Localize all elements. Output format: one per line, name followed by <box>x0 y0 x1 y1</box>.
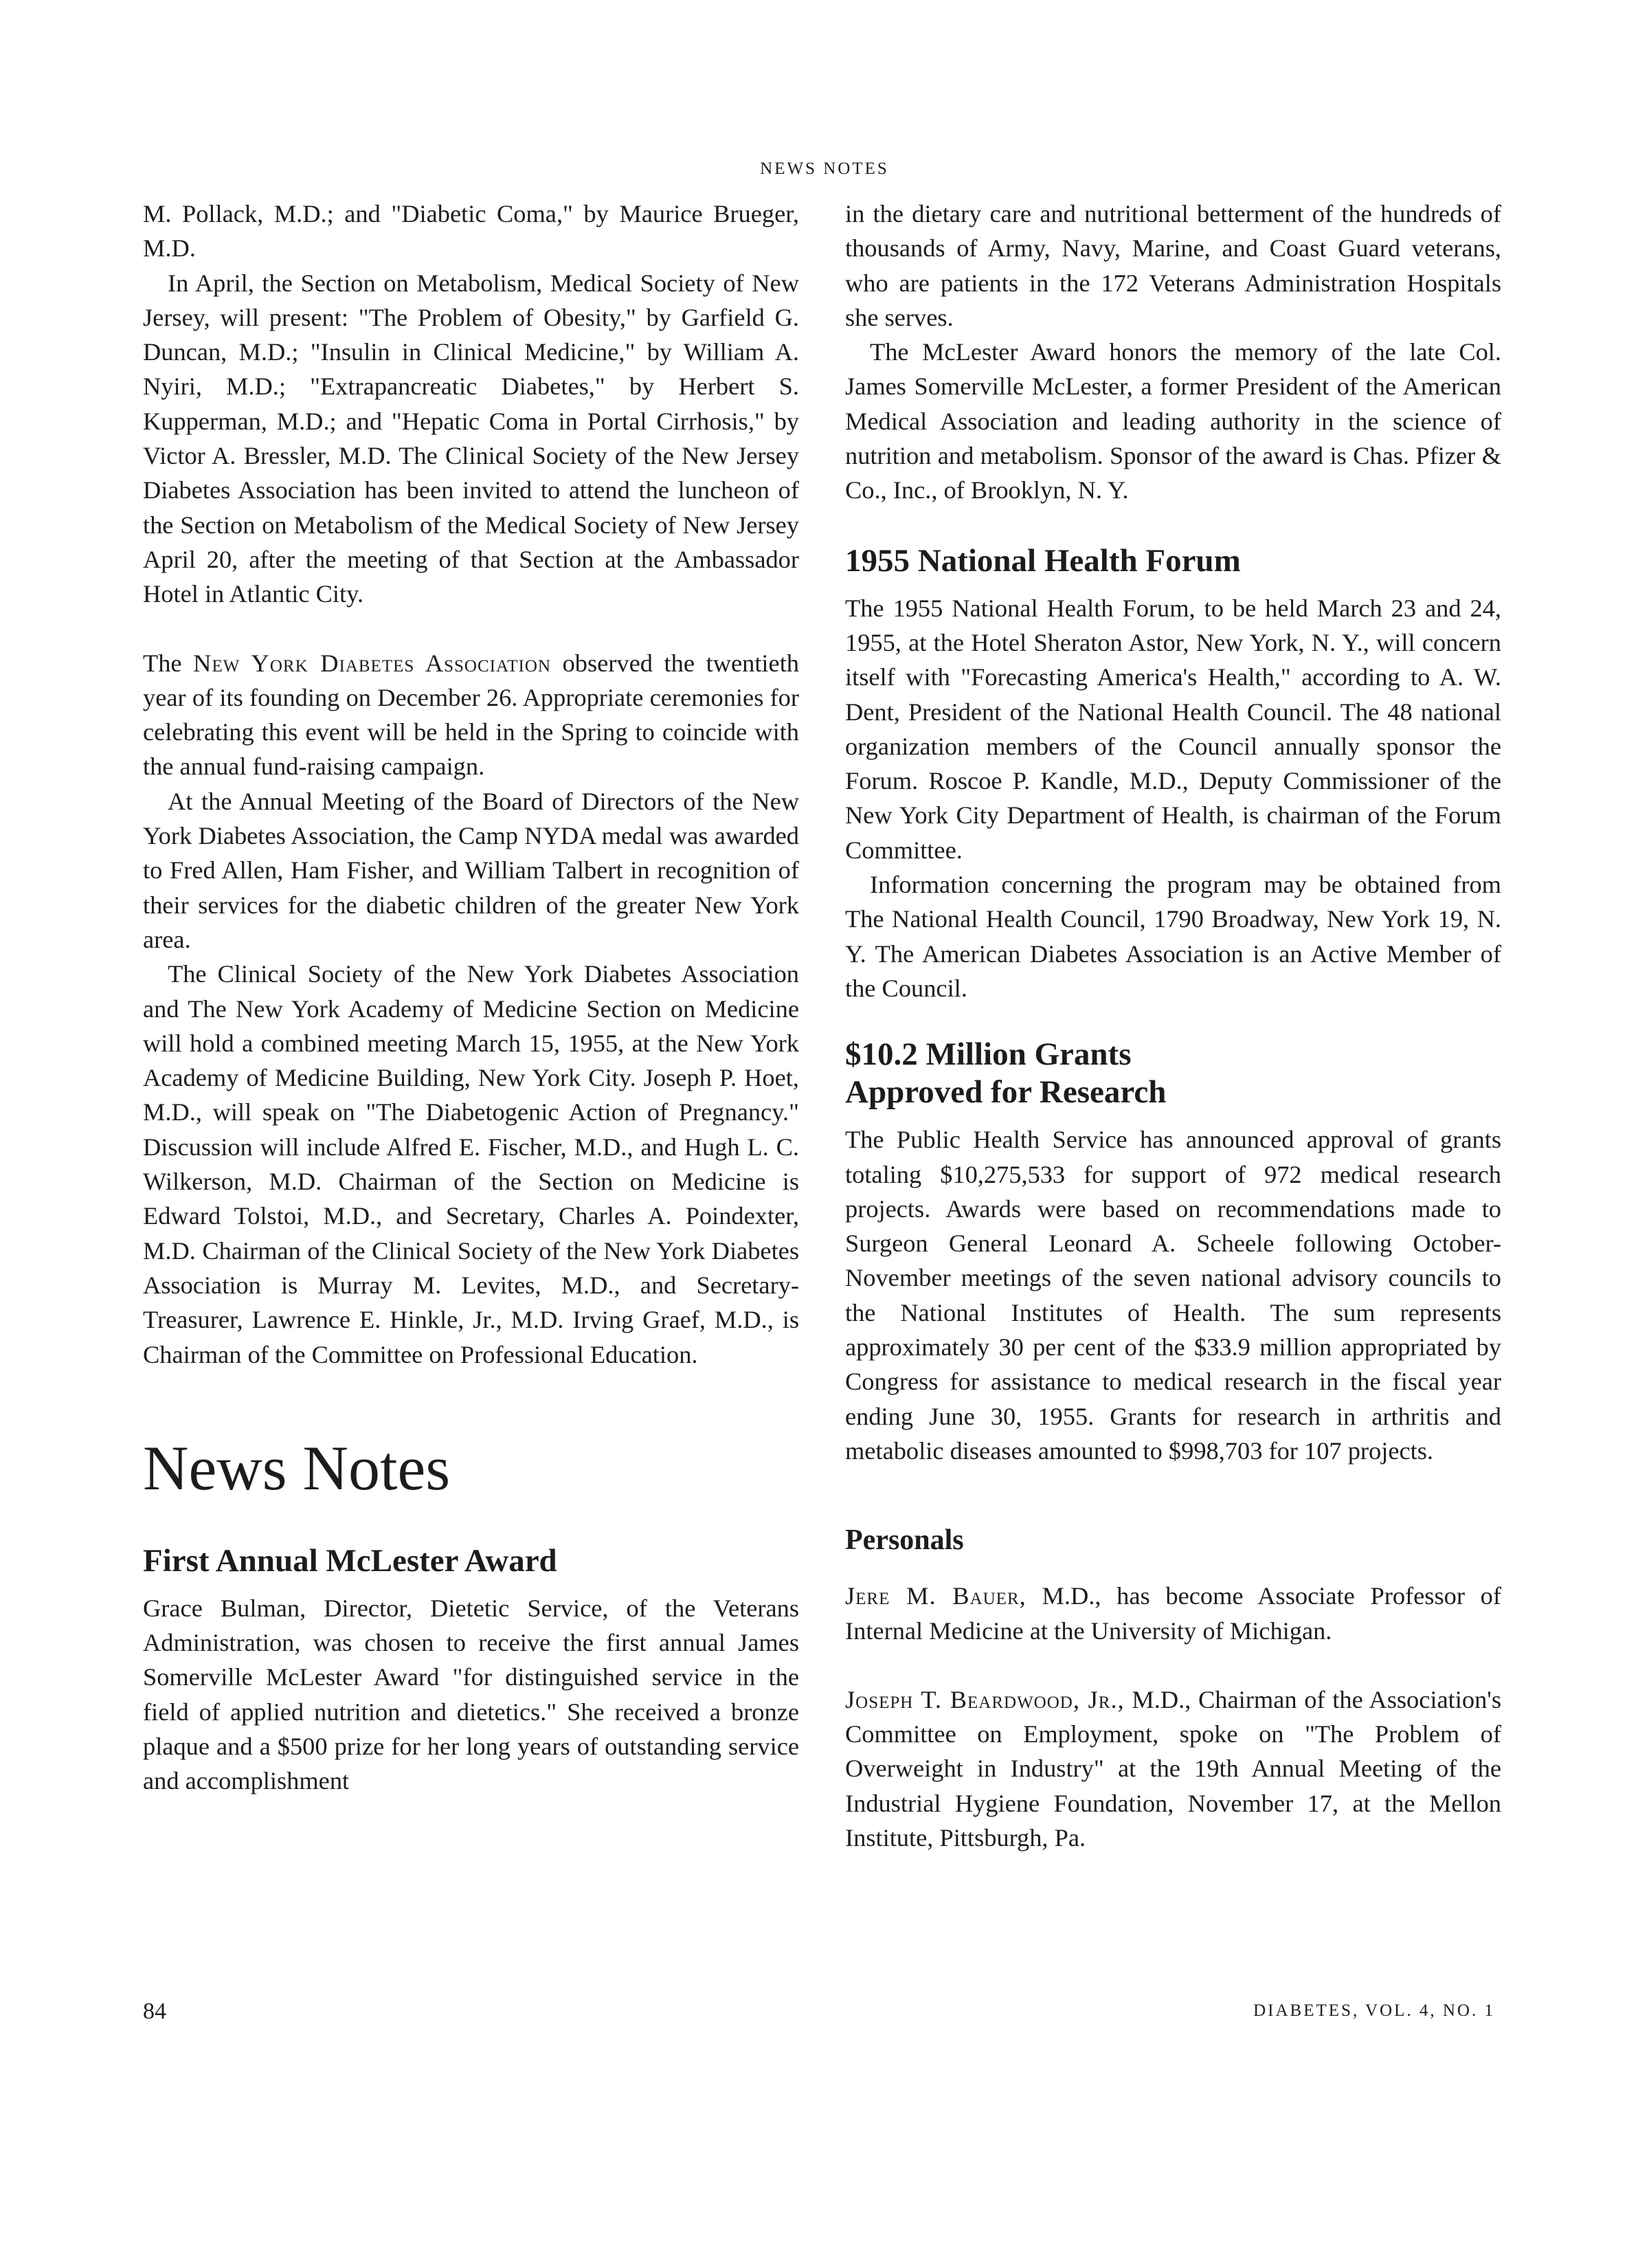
paragraph: Grace Bulman, Director, Dietetic Service, of the Veterans Administration, was chosen to receive the first annual James Somerville McLester Award "for distinguished service in the field of applied nutrition and dietetics." She received a bronze plaque and a $500 prize for her long years of outstanding service and accomplishment <box>143 1594 799 1795</box>
section-title-news-notes: News Notes <box>143 1432 451 1503</box>
paragraph: At the Annual Meeting of the Board of Directors of the New York Diabetes Association, the Camp NYDA medal was awarded to Fred Allen, Ham Fisher, and William Talbert in recognition of their services for the diabetic children of the greater New York area. <box>143 787 799 953</box>
paragraph: The New York Diabetes Association observed the twentieth year of its founding on December 26. Appropriate ceremonies for celebrating this event will be held in the Spring to coincide with the annual fund-raising campaign. <box>143 649 799 781</box>
person-name: Jere M. Bauer, <box>845 1582 1027 1610</box>
right-column <box>845 197 1501 1855</box>
person-name: Joseph T. Beardwood, Jr., <box>845 1685 1125 1713</box>
paragraph: in the dietary care and nutritional betterment of the hundreds of thousands of Army, Navy, Marine, and Coast Guard veterans, who are patients in the 172 Veterans Administration Hospitals she serves. <box>845 200 1501 331</box>
organization-name: New York Diabetes Association <box>193 649 551 677</box>
personal-item: Joseph T. Beardwood, Jr., M.D., Chairman of the Association's Committee on Employment, spoke on "The Problem of Overweight in Industry" at the 19th Annual Meeting of the Industrial Hygiene Foundation, November 17, at the Mellon Institute, Pittsburgh, Pa. <box>845 1685 1501 1852</box>
paragraph: The 1955 National Health Forum, to be held March 23 and 24, 1955, at the Hotel Sheraton Astor, New York, N. Y., will concern itself with "Forecasting America's Health," according to A. W. Dent, President of the National Health Council. The 48 national organization members of the Council annually sponsor the Forum. Roscoe P. Kandle, M.D., Deputy Commissioner of the New York City Department of Health, is chairman of the Forum Committee. <box>845 594 1501 864</box>
paragraph: The McLester Award honors the memory of the late Col. James Somerville McLester, a former President of the American Medical Association and leading authority in the science of nutrition and metabolism. Sponsor of the award is Chas. Pfizer & Co., Inc., of Brooklyn, N. Y. <box>845 338 1501 504</box>
paragraph: The Public Health Service has announced approval of grants totaling $10,275,533 for support of 972 medical research projects. Awards were based on recommendations made to Surgeon General Leonard A. Scheele following October-November meetings of the seven national advisory councils to the National Institutes of Health. The sum represents approximately 30 per cent of the $33.9 million appropriated by Congress for assistance to medical research in the fiscal year ending June 30, 1955. Grants for research in arthritis and metabolic diseases amounted to $998,703 for 107 projects. <box>845 1126 1501 1465</box>
running-head: NEWS NOTES <box>760 159 889 178</box>
heading-research-grants: $10.2 Million Grants Approved for Research <box>845 1036 1167 1111</box>
paragraph: The Clinical Society of the New York Diabetes Association and The New York Academy of Medicine Section on Medicine will hold a combined meeting March 15, 1955, at the New York Academy of Medicine Building, New York City. Joseph P. Hoet, M.D., will speak on "The Diabetogenic Action of Pregnancy." Discussion will include Alfred E. Fischer, M.D., and Hugh L. C. Wilkerson, M.D. Chairman of the Section on Medicine is Edward Tolstoi, M.D., and Secretary, Charles A. Poindexter, M.D. Chairman of the Clinical Society of the New York Diabetes Association is Murray M. Levites, M.D., and Secretary-Treasurer, Lawrence E. Hinkle, Jr., M.D. Irving Graef, M.D., is Chairman of the Committee on Professional Education. <box>143 960 799 1368</box>
heading-personals: Personals <box>845 1524 964 1557</box>
heading-mclester-award: First Annual McLester Award <box>143 1542 557 1579</box>
heading-health-forum: 1955 National Health Forum <box>845 542 1241 579</box>
paragraph: In April, the Section on Metabolism, Medical Society of New Jersey, will present: "The Problem of Obesity," by Garfield G. Duncan, M.D.; "Insulin in Clinical Medicine," by William A. Nyiri, M.D.; "Extrapancreatic Diabetes," by Herbert S. Kupperman, M.D.; and "Hepatic Coma in Portal Cirrhosis," by Victor A. Bressler, M.D. The Clinical Society of the New Jersey Diabetes Association has been invited to attend the luncheon of the Section on Metabolism of the Medical Society of New Jersey April 20, after the meeting of that Section at the Ambassador Hotel in Atlantic City. <box>143 269 799 608</box>
page-number: 84 <box>143 1999 166 2024</box>
left-column <box>143 197 799 1799</box>
personal-item: Jere M. Bauer, M.D., has become Associate Professor of Internal Medicine at the University of Michigan. <box>845 1582 1501 1645</box>
issue-label: DIABETES, VOL. 4, NO. 1 <box>1253 2001 1495 2020</box>
paragraph: M. Pollack, M.D.; and "Diabetic Coma," by Maurice Brueger, M.D. <box>143 200 799 263</box>
paragraph: Information concerning the program may be obtained from The National Health Council, 1790 Broadway, New York 19, N. Y. The American Diabetes Association is an Active Member of the Council. <box>845 871 1501 1002</box>
